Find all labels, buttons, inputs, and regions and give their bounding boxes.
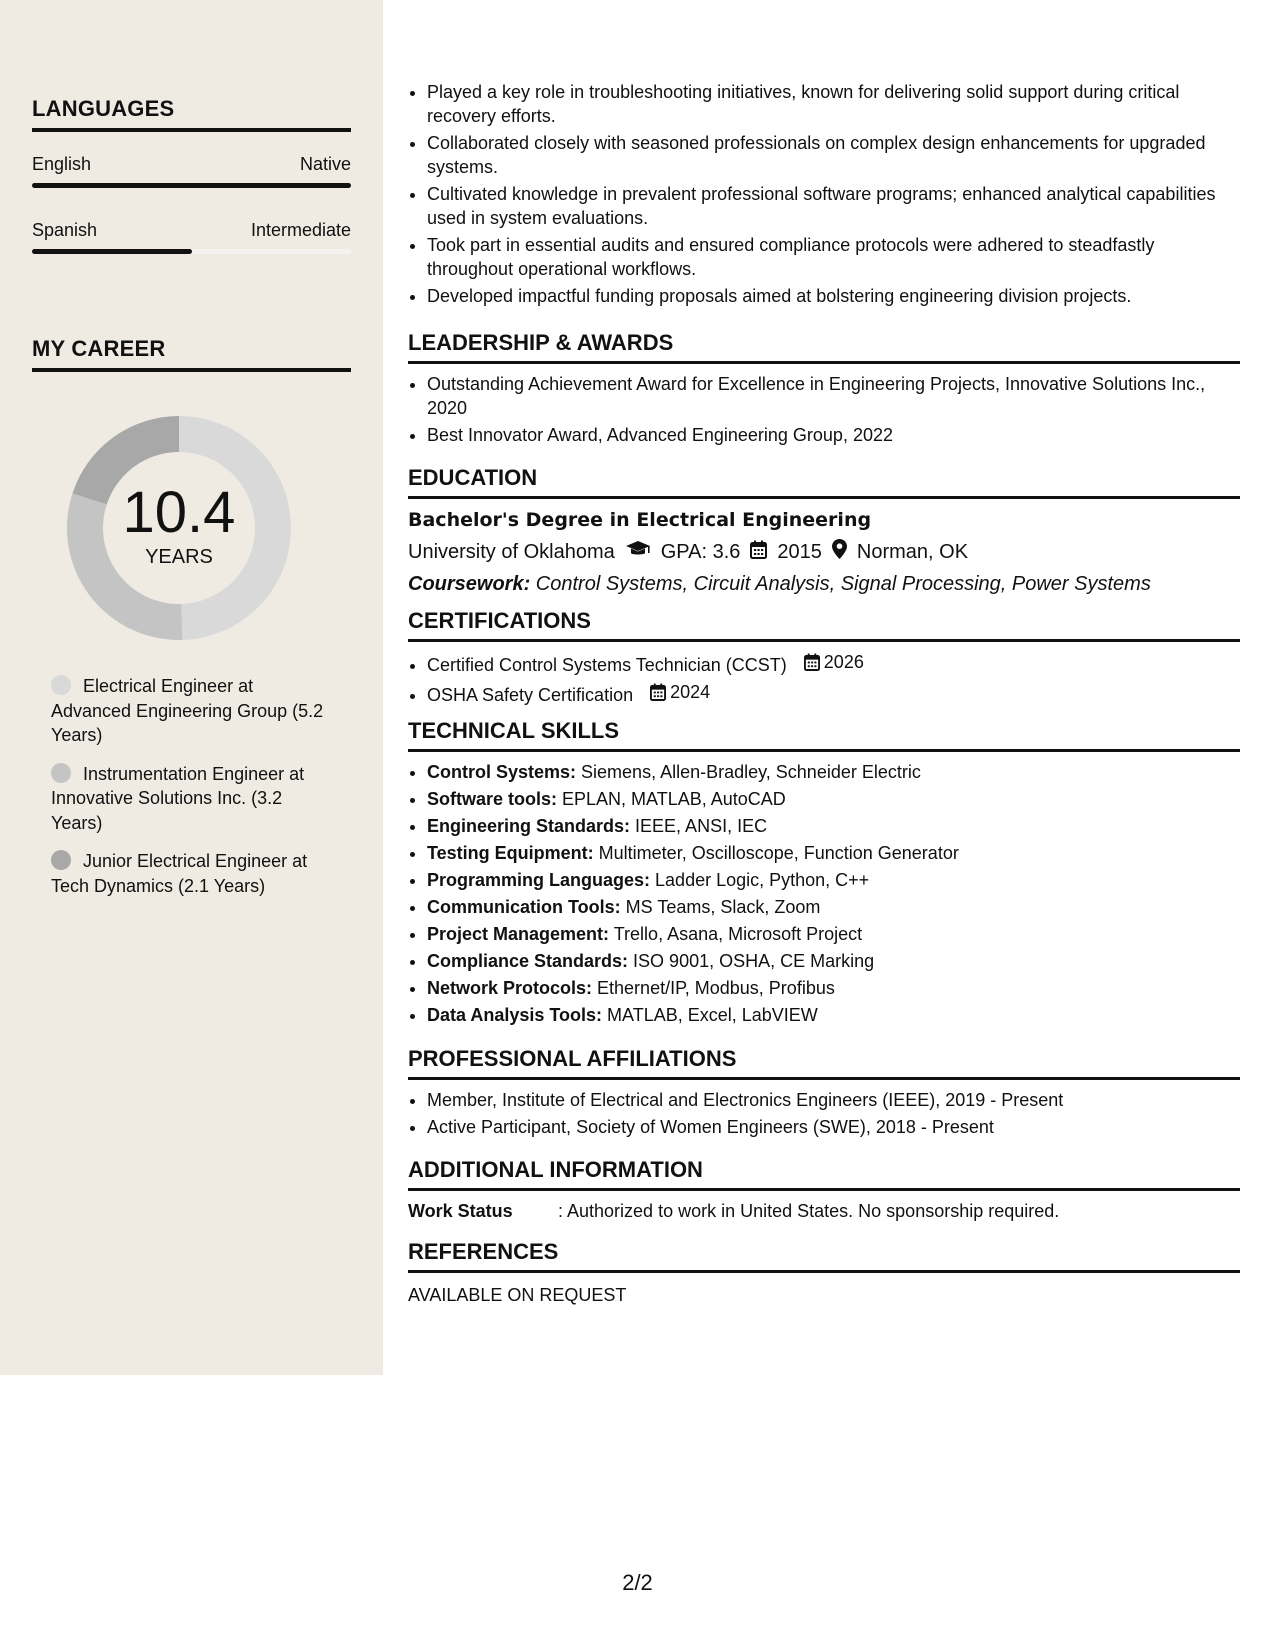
language-row-english (32, 153, 351, 175)
skill-item (427, 895, 1240, 919)
graduation-cap-icon (625, 540, 651, 564)
career-legend-item (51, 762, 331, 836)
school-name: University of Oklahoma (408, 540, 615, 563)
skill-label: Network Protocols: (427, 978, 593, 998)
skill-item (427, 760, 1240, 784)
work-status-row (408, 1201, 1240, 1222)
skill-item (427, 949, 1240, 973)
certification-item (427, 650, 1240, 677)
skill-value: MATLAB, Excel, LabVIEW (602, 1005, 818, 1025)
career-legend-text: Instrumentation Engineer at Innovative Solutions Inc. (3.2 Years) (51, 763, 305, 833)
legend-dot-icon (51, 675, 71, 695)
skill-value: ISO 9001, OSHA, CE Marking (628, 951, 875, 971)
languages-section (32, 96, 351, 254)
skill-label: Control Systems: (427, 762, 577, 782)
language-bar-fill (32, 249, 192, 254)
experience-bullet: • Collaborated closely with seasoned professionals on complex design enhancements for upgraded systems. (427, 131, 1240, 179)
skill-label: Data Analysis Tools: (427, 1005, 603, 1025)
skill-value: MS Teams, Slack, Zoom (620, 897, 821, 917)
skill-item (427, 922, 1240, 946)
graduation-year: 2015 (777, 540, 822, 563)
skill-value: Ethernet/IP, Modbus, Profibus (592, 978, 835, 998)
calendar-icon (650, 683, 666, 701)
skill-item (427, 814, 1240, 838)
experience-bullet: • Cultivated knowledge in prevalent professional software programs; enhanced analytical capabilities used in system evaluations. (427, 182, 1240, 230)
skill-value: Siemens, Allen-Bradley, Schneider Electric (576, 762, 921, 782)
skill-item (427, 1003, 1240, 1027)
work-status-label: Work Status (408, 1201, 513, 1221)
coursework (408, 573, 1240, 596)
certification-name: Certified Control Systems Technician (CCST) (427, 655, 787, 675)
work-status-value: : Authorized to work in United States. No sponsorship required. (558, 1201, 1060, 1221)
calendar-icon (750, 540, 767, 565)
additional-info-heading: ADDITIONAL INFORMATION (408, 1157, 1240, 1191)
career-legend (51, 674, 331, 912)
degree-title: Bachelor's Degree in Electrical Engineering (408, 509, 872, 531)
experience-bullets (408, 80, 1240, 311)
languages-heading: LANGUAGES (32, 96, 351, 132)
page-number: 2/2 (622, 1570, 653, 1595)
legend-dot-icon (51, 850, 71, 870)
experience-bullet: • Played a key role in troubleshooting initiatives, known for delivering solid support during critical recovery efforts. (427, 80, 1240, 128)
award-item: • Best Innovator Award, Advanced Engineering Group, 2022 (427, 423, 1240, 447)
education-section (408, 465, 1240, 596)
additional-info-section (408, 1157, 1240, 1222)
skill-value: EPLAN, MATLAB, AutoCAD (557, 789, 786, 809)
skill-value: IEEE, ANSI, IEC (630, 816, 768, 836)
certification-date (650, 680, 710, 704)
skill-label: Project Management: (427, 924, 610, 944)
skill-value: Multimeter, Oscilloscope, Function Generator (593, 843, 959, 863)
skill-label: Testing Equipment: (427, 843, 594, 863)
language-row-spanish (32, 219, 351, 241)
education-details (408, 539, 1240, 565)
skills-heading: TECHNICAL SKILLS (408, 718, 1240, 752)
skill-item (427, 841, 1240, 865)
skills-list (408, 760, 1240, 1027)
career-total-unit: YEARS (145, 545, 213, 568)
sidebar (0, 0, 383, 1375)
skill-label: Communication Tools: (427, 897, 621, 917)
career-donut-chart (66, 415, 292, 641)
affiliation-item: • Active Participant, Society of Women Engineers (SWE), 2018 - Present (427, 1115, 1240, 1139)
certification-year: 2026 (823, 652, 864, 672)
references-heading: REFERENCES (408, 1239, 1240, 1273)
certification-item (427, 680, 1240, 707)
skills-section (408, 718, 1240, 1030)
references-text: AVAILABLE ON REQUEST (408, 1285, 627, 1305)
language-level: Native (299, 154, 351, 174)
language-name: English (32, 154, 92, 174)
certifications-heading: CERTIFICATIONS (408, 608, 1240, 642)
certification-name: OSHA Safety Certification (427, 685, 634, 705)
school-location: Norman, OK (856, 540, 969, 563)
skill-label: Programming Languages: (427, 870, 651, 890)
language-bar-fill (32, 183, 351, 188)
calendar-icon (804, 653, 820, 671)
affiliations-heading: PROFESSIONAL AFFILIATIONS (408, 1046, 1240, 1080)
certification-date (804, 650, 864, 674)
coursework-list: Control Systems, Circuit Analysis, Signal Processing, Power Systems (530, 573, 1151, 595)
career-total-years: 10.4 (122, 479, 236, 545)
leadership-heading: LEADERSHIP & AWARDS (408, 330, 1240, 364)
language-level: Intermediate (250, 220, 351, 240)
career-legend-item (51, 674, 331, 748)
skill-value: Trello, Asana, Microsoft Project (609, 924, 863, 944)
coursework-label: Coursework: (408, 573, 531, 595)
career-legend-text: Junior Electrical Engineer at Tech Dynamics (2.1 Years) (51, 851, 308, 896)
award-item: • Outstanding Achievement Award for Excellence in Engineering Projects, Innovative Solutions Inc., 2020 (427, 372, 1240, 420)
references-section (408, 1239, 1240, 1306)
certification-year: 2024 (670, 682, 711, 702)
skill-label: Compliance Standards: (427, 951, 629, 971)
skill-label: Software tools: (427, 789, 558, 809)
gpa: GPA: 3.6 (660, 540, 741, 563)
leadership-section (408, 330, 1240, 450)
skill-label: Engineering Standards: (427, 816, 631, 836)
career-section (32, 336, 351, 372)
experience-bullet: • Took part in essential audits and ensured compliance protocols were adhered to steadfastly throughout operational workflows. (427, 233, 1240, 281)
language-bar-english (32, 183, 351, 188)
affiliations-section (408, 1046, 1240, 1142)
career-legend-text: Electrical Engineer at Advanced Engineering Group (5.2 Years) (51, 676, 324, 745)
language-bar-spanish (32, 249, 351, 254)
skill-item (427, 976, 1240, 1000)
skill-item (427, 868, 1240, 892)
experience-bullet: • Developed impactful funding proposals aimed at bolstering engineering division projects. (427, 284, 1240, 308)
location-pin-icon (832, 539, 847, 565)
career-donut-center (66, 415, 292, 641)
skill-value: Ladder Logic, Python, C++ (650, 870, 870, 890)
education-heading: EDUCATION (408, 465, 1240, 499)
certifications-section (408, 608, 1240, 710)
language-name: Spanish (32, 220, 98, 240)
legend-dot-icon (51, 763, 71, 783)
career-heading: MY CAREER (32, 336, 351, 372)
skill-item (427, 787, 1240, 811)
affiliation-item: • Member, Institute of Electrical and Electronics Engineers (IEEE), 2019 - Present (427, 1088, 1240, 1112)
career-legend-item (51, 849, 331, 898)
